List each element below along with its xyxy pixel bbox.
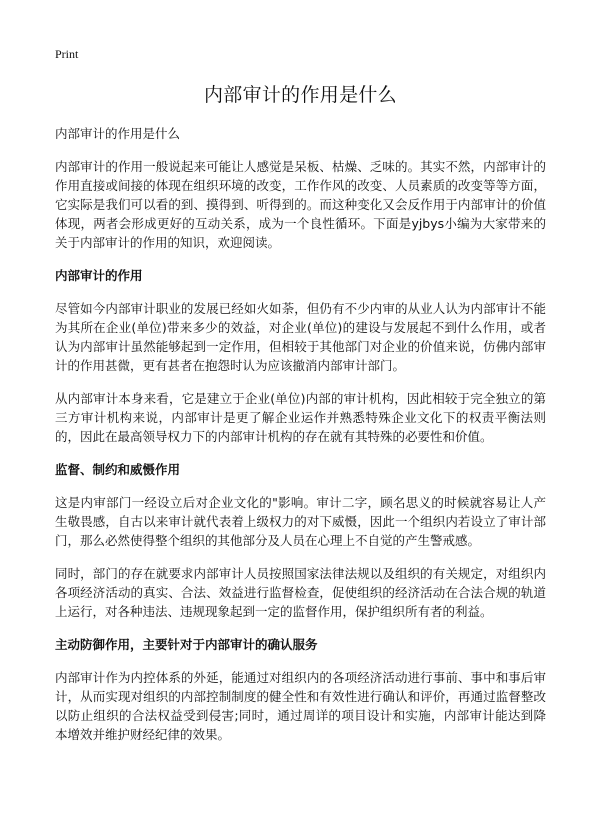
section-heading-supervision: 监督、制约和威慑作用 — [55, 462, 181, 477]
section-role-paragraph-1: 尽管如今内部审计职业的发展已经如火如荼，但仍有不少内审的从业人认为内部审计不能为其所在企业(单位)带来多少的效益，对企业(单位)的建设与发展起不到什么作用，或者认为内部审计虽然能够起到一定作用，但相较于其他部门对企业的价值来说，仿佛内部审计的作用甚微，更有甚者在抱怨时认为应该撤消内部审计部门。 — [55, 301, 546, 373]
section-supervision-paragraph-1: 这是内审部门一经设立后对企业文化的"影响。审计二字，顾名思义的时候就容易让人产生敬畏感，自古以来审计就代表着上级权力的对下威慑，因此一个组织内若设立了审计部门，那么必然使得整个组织的其他部分及人员在心理上不自觉的产生警戒感。 — [55, 495, 546, 548]
section-heading-role: 内部审计的作用 — [55, 268, 143, 283]
section-role-paragraph-2: 从内部审计本身来看，它是建立于企业(单位)内部的审计机构，因此相较于完全独立的第三方审计机构来说，内部审计是更了解企业运作并熟悉特殊企业文化下的权责平衡法则的，因此在最高领导权力下的内部审计机构的存在就有其特殊的必要性和价值。 — [55, 391, 546, 444]
section-supervision-paragraph-2: 同时，部门的存在就要求内部审计人员按照国家法律法规以及组织的有关规定，对组织内各项经济活动的真实、合法、效益进行监督检查，促使组织的经济活动在合法合规的轨道上运行，对各种违法、违规现象起到一定的监督作用，保护组织所有者的利益。 — [55, 566, 546, 619]
page-title: 内部审计的作用是什么 — [203, 84, 397, 106]
section-defense-paragraph-1: 内部审计作为内控体系的外延，能通过对组织内的各项经济活动进行事前、事中和事后审计，从而实现对组织的内部控制制度的健全性和有效性进行确认和评价，再通过监督整改以防止组织的合法权益受到侵害;同时，通过周详的项目设计和实施，内部审计能达到降本增效并维护财经纪律的效果。 — [55, 670, 546, 742]
section-heading-defense: 主动防御作用，主要针对于内部审计的确认服务 — [55, 637, 318, 652]
intro-paragraph: 内部审计的作用一般说起来可能让人感觉是呆板、枯燥、乏味的。其实不然，内部审计的作用直接或间接的体现在组织环境的改变，工作作风的改变、人员素质的改变等等方面，它实际是我们可以看的到、摸得到、听得到的。而这种变化又会反作用于内部审计的价值体现，两者会形成更好的互动关系，成为一个良性循环。下面是yjbys小编为大家带来的关于内部审计的作用的知识，欢迎阅读。 — [55, 159, 546, 250]
document-subtitle: 内部审计的作用是什么 — [55, 126, 181, 141]
print-link[interactable]: Print — [55, 47, 79, 61]
